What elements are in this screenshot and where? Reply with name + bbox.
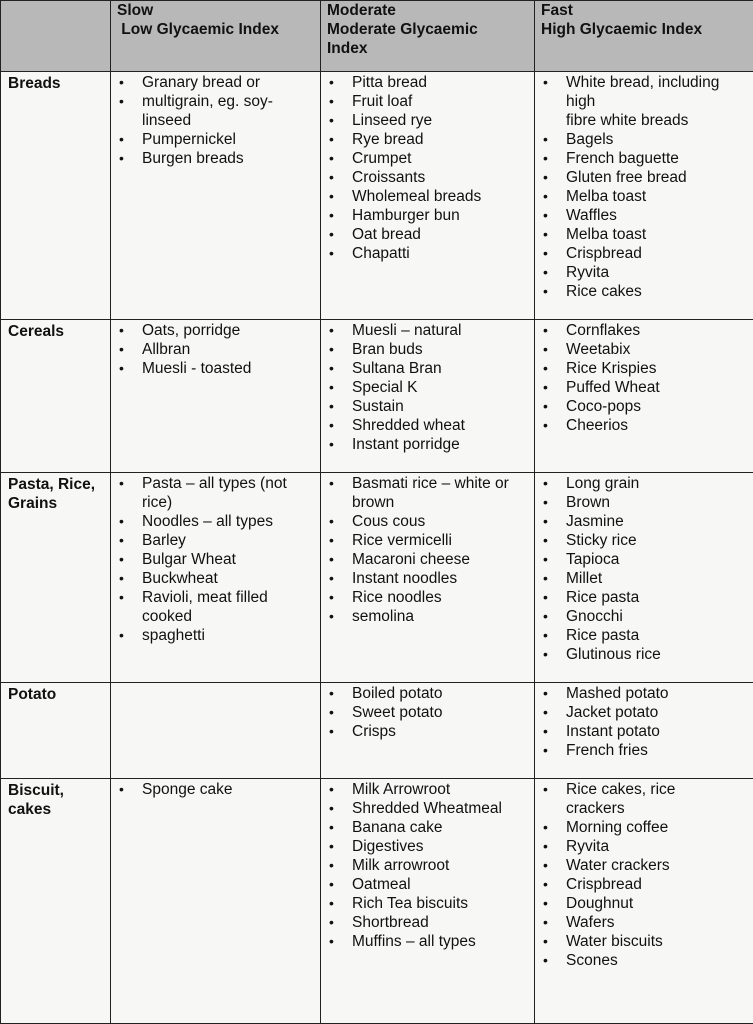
- cell-moderate: [321, 72, 535, 320]
- list-item: [327, 607, 528, 626]
- list-item: [117, 149, 314, 168]
- list-item: [327, 130, 528, 149]
- list-item: [541, 73, 747, 130]
- list-item: [327, 703, 528, 722]
- list-item: [327, 569, 528, 588]
- list-item-text: Boiled potato: [352, 685, 443, 702]
- list-item: [541, 263, 747, 282]
- list-item: [541, 416, 747, 435]
- list-item-text: Bran buds: [352, 341, 423, 358]
- list-item: [327, 875, 528, 894]
- header-row: [1, 1, 753, 72]
- list-item-text: Sustain: [352, 398, 404, 415]
- list-item-text: Cornflakes: [566, 322, 641, 339]
- list-item-text: French fries: [566, 742, 648, 759]
- list-item: [117, 569, 314, 588]
- list-item: [541, 856, 747, 875]
- list-item-text: Shortbread: [352, 914, 429, 931]
- list-item-text: Rye bread: [352, 131, 424, 148]
- list-item-text: White bread, including high fibre white breads: [566, 74, 720, 129]
- list-item: [117, 626, 314, 645]
- list-item: [541, 187, 747, 206]
- list-item: [117, 512, 314, 531]
- list-item-text: Water biscuits: [566, 933, 663, 950]
- list-item-text: Digestives: [352, 838, 424, 855]
- list-item: [117, 474, 314, 512]
- table-row: [1, 72, 753, 320]
- list-item: [327, 111, 528, 130]
- list-item-text: Instant noodles: [352, 570, 458, 587]
- row-category-label: Cereals: [1, 320, 111, 473]
- list-item-text: Long grain: [566, 475, 640, 492]
- list-item-text: Water crackers: [566, 857, 670, 874]
- list-item: [327, 913, 528, 932]
- list-item-text: Macaroni cheese: [352, 551, 471, 568]
- food-list: [321, 779, 534, 951]
- list-item-text: Gnocchi: [566, 608, 623, 625]
- cell-slow: [111, 473, 321, 683]
- header-slow-title: Slow: [117, 2, 154, 19]
- list-item-text: Shredded wheat: [352, 417, 465, 434]
- list-item: [541, 149, 747, 168]
- food-list: [321, 473, 534, 626]
- list-item-text: Gluten free bread: [566, 169, 687, 186]
- list-item-text: Granary bread or: [142, 74, 261, 91]
- list-item: [541, 588, 747, 607]
- list-item-text: Instant potato: [566, 723, 660, 740]
- list-item: [327, 894, 528, 913]
- list-item-text: semolina: [352, 608, 415, 625]
- list-item-text: Crisps: [352, 723, 396, 740]
- list-item-text: Croissants: [352, 169, 426, 186]
- list-item-text: Wholemeal breads: [352, 188, 482, 205]
- list-item: [541, 722, 747, 741]
- list-item-text: Crispbread: [566, 245, 642, 262]
- list-item: [541, 340, 747, 359]
- list-item: [541, 645, 747, 664]
- list-item-text: Brown: [566, 494, 610, 511]
- list-item: [117, 780, 314, 799]
- list-item-text: Wafers: [566, 914, 615, 931]
- list-item: [117, 92, 314, 130]
- list-item: [541, 359, 747, 378]
- list-item: [541, 512, 747, 531]
- header-category: [1, 1, 111, 72]
- cell-fast: [535, 473, 753, 683]
- cell-moderate: [321, 683, 535, 779]
- list-item: [541, 875, 747, 894]
- list-item-text: Allbran: [142, 341, 191, 358]
- list-item: [117, 359, 314, 378]
- table-row: [1, 779, 753, 1024]
- list-item: [327, 73, 528, 92]
- list-item: [327, 550, 528, 569]
- list-item: [327, 512, 528, 531]
- list-item: [327, 780, 528, 799]
- table-row: [1, 473, 753, 683]
- cell-moderate: [321, 473, 535, 683]
- list-item-text: Rice Krispies: [566, 360, 657, 377]
- list-item-text: Mashed potato: [566, 685, 669, 702]
- list-item: [541, 244, 747, 263]
- cell-slow: [111, 683, 321, 779]
- cell-fast: [535, 72, 753, 320]
- list-item: [541, 168, 747, 187]
- list-item: [541, 474, 747, 493]
- cell-fast: [535, 779, 753, 1024]
- food-list: [111, 72, 320, 168]
- list-item-text: Muesli – natural: [352, 322, 462, 339]
- table-body: [1, 72, 753, 1024]
- list-item: [541, 282, 747, 301]
- list-item-text: Tapioca: [566, 551, 620, 568]
- list-item-text: Shredded Wheatmeal: [352, 800, 502, 817]
- list-item: [327, 187, 528, 206]
- header-slow: [111, 1, 321, 72]
- list-item: [327, 818, 528, 837]
- food-list: [535, 683, 753, 760]
- list-item-text: Waffles: [566, 207, 617, 224]
- list-item-text: Ryvita: [566, 838, 610, 855]
- food-list: [111, 779, 320, 799]
- cell-moderate: [321, 779, 535, 1024]
- list-item-text: Chapatti: [352, 245, 410, 262]
- list-item-text: Crumpet: [352, 150, 412, 167]
- cell-fast: [535, 320, 753, 473]
- list-item: [117, 340, 314, 359]
- list-item-text: Weetabix: [566, 341, 631, 358]
- list-item: [117, 321, 314, 340]
- list-item: [327, 474, 528, 512]
- list-item: [541, 932, 747, 951]
- list-item-text: Sticky rice: [566, 532, 637, 549]
- list-item: [327, 837, 528, 856]
- row-category-label: Breads: [1, 72, 111, 320]
- list-item: [327, 149, 528, 168]
- food-list: [321, 320, 534, 454]
- list-item-text: Morning coffee: [566, 819, 669, 836]
- row-category-label: Biscuit, cakes: [1, 779, 111, 1024]
- list-item-text: Milk Arrowroot: [352, 781, 451, 798]
- food-list: [535, 72, 753, 301]
- list-item-text: Cous cous: [352, 513, 426, 530]
- list-item-text: Crispbread: [566, 876, 642, 893]
- food-list: [321, 683, 534, 741]
- list-item-text: Coco-pops: [566, 398, 641, 415]
- list-item: [327, 531, 528, 550]
- list-item: [541, 607, 747, 626]
- list-item: [541, 531, 747, 550]
- list-item: [327, 722, 528, 741]
- list-item-text: Oat bread: [352, 226, 421, 243]
- list-item: [327, 321, 528, 340]
- list-item: [327, 799, 528, 818]
- list-item-text: spaghetti: [142, 627, 205, 644]
- list-item: [117, 73, 314, 92]
- list-item-text: Bagels: [566, 131, 614, 148]
- list-item-text: Sultana Bran: [352, 360, 442, 377]
- list-item-text: Puffed Wheat: [566, 379, 660, 396]
- list-item-text: Banana cake: [352, 819, 443, 836]
- food-list: [111, 320, 320, 378]
- header-moderate-title: Moderate: [327, 2, 396, 19]
- food-list: [111, 683, 320, 684]
- list-item-text: Muffins – all types: [352, 933, 476, 950]
- list-item: [327, 340, 528, 359]
- list-item: [541, 913, 747, 932]
- list-item-text: Millet: [566, 570, 603, 587]
- list-item-text: Bulgar Wheat: [142, 551, 236, 568]
- list-item: [327, 244, 528, 263]
- list-item: [541, 206, 747, 225]
- list-item: [327, 684, 528, 703]
- list-item-text: Oatmeal: [352, 876, 411, 893]
- list-item: [117, 588, 314, 626]
- list-item-text: Instant porridge: [352, 436, 460, 453]
- list-item-text: Burgen breads: [142, 150, 244, 167]
- list-item-text: Scones: [566, 952, 618, 969]
- list-item-text: Sponge cake: [142, 781, 233, 798]
- list-item-text: Linseed rye: [352, 112, 433, 129]
- list-item-text: Oats, porridge: [142, 322, 241, 339]
- list-item: [327, 588, 528, 607]
- list-item: [541, 569, 747, 588]
- food-list: [321, 72, 534, 263]
- list-item-text: Basmati rice – white or brown: [352, 475, 509, 511]
- list-item: [541, 684, 747, 703]
- list-item-text: Glutinous rice: [566, 646, 661, 663]
- list-item-text: Jacket potato: [566, 704, 659, 721]
- cell-slow: [111, 779, 321, 1024]
- list-item: [327, 225, 528, 244]
- list-item-text: multigrain, eg. soy- linseed: [142, 93, 273, 129]
- food-list: [535, 473, 753, 664]
- list-item: [117, 130, 314, 149]
- row-category-label: Pasta, Rice, Grains: [1, 473, 111, 683]
- list-item-text: Buckwheat: [142, 570, 218, 587]
- list-item-text: Special K: [352, 379, 418, 396]
- list-item-text: Pitta bread: [352, 74, 427, 91]
- cell-moderate: [321, 320, 535, 473]
- list-item: [541, 894, 747, 913]
- list-item: [541, 837, 747, 856]
- list-item-text: Rice cakes: [566, 283, 642, 300]
- list-item-text: Rice noodles: [352, 589, 442, 606]
- list-item-text: Cheerios: [566, 417, 629, 434]
- list-item-text: Pasta – all types (not rice): [142, 475, 287, 511]
- list-item-text: Sweet potato: [352, 704, 443, 721]
- list-item: [541, 951, 747, 970]
- list-item: [327, 92, 528, 111]
- list-item-text: Melba toast: [566, 226, 647, 243]
- list-item-text: Barley: [142, 532, 186, 549]
- list-item: [541, 780, 747, 818]
- header-slow-subtitle: Low Glycaemic Index: [117, 21, 279, 38]
- list-item-text: Noodles – all types: [142, 513, 273, 530]
- list-item-text: Ravioli, meat filled cooked: [142, 589, 268, 625]
- list-item-text: Rice pasta: [566, 589, 640, 606]
- list-item: [541, 397, 747, 416]
- list-item-text: Fruit loaf: [352, 93, 413, 110]
- header-fast-title: Fast: [541, 2, 573, 19]
- list-item-text: Ryvita: [566, 264, 610, 281]
- list-item: [541, 493, 747, 512]
- header-moderate-subtitle-2: Index: [327, 40, 368, 57]
- list-item-text: Rice vermicelli: [352, 532, 452, 549]
- list-item-text: Jasmine: [566, 513, 624, 530]
- list-item: [327, 168, 528, 187]
- list-item: [541, 378, 747, 397]
- list-item-text: Rice cakes, rice crackers: [566, 781, 676, 817]
- list-item: [327, 359, 528, 378]
- list-item-text: Muesli - toasted: [142, 360, 252, 377]
- list-item: [327, 856, 528, 875]
- list-item: [117, 550, 314, 569]
- list-item: [541, 703, 747, 722]
- food-list: [535, 320, 753, 435]
- list-item: [541, 225, 747, 244]
- list-item-text: Hamburger bun: [352, 207, 460, 224]
- list-item-text: Milk arrowroot: [352, 857, 450, 874]
- list-item: [327, 206, 528, 225]
- list-item: [327, 416, 528, 435]
- table-row: [1, 683, 753, 779]
- header-moderate-subtitle: Moderate Glycaemic: [327, 21, 478, 38]
- cell-slow: [111, 72, 321, 320]
- header-fast: [535, 1, 753, 72]
- food-list: [535, 779, 753, 970]
- list-item-text: Doughnut: [566, 895, 634, 912]
- list-item: [541, 550, 747, 569]
- list-item: [117, 531, 314, 550]
- list-item: [541, 741, 747, 760]
- cell-slow: [111, 320, 321, 473]
- list-item-text: Rice pasta: [566, 627, 640, 644]
- table-row: [1, 320, 753, 473]
- list-item: [541, 321, 747, 340]
- list-item: [327, 378, 528, 397]
- list-item: [541, 130, 747, 149]
- header-moderate: [321, 1, 535, 72]
- food-list: [111, 473, 320, 645]
- list-item: [327, 435, 528, 454]
- list-item: [541, 818, 747, 837]
- list-item-text: Pumpernickel: [142, 131, 236, 148]
- list-item-text: Rich Tea biscuits: [352, 895, 469, 912]
- list-item-text: Melba toast: [566, 188, 647, 205]
- list-item: [327, 397, 528, 416]
- cell-fast: [535, 683, 753, 779]
- header-fast-subtitle: High Glycaemic Index: [541, 21, 703, 38]
- list-item-text: French baguette: [566, 150, 679, 167]
- list-item: [541, 626, 747, 645]
- list-item: [327, 932, 528, 951]
- row-category-label: Potato: [1, 683, 111, 779]
